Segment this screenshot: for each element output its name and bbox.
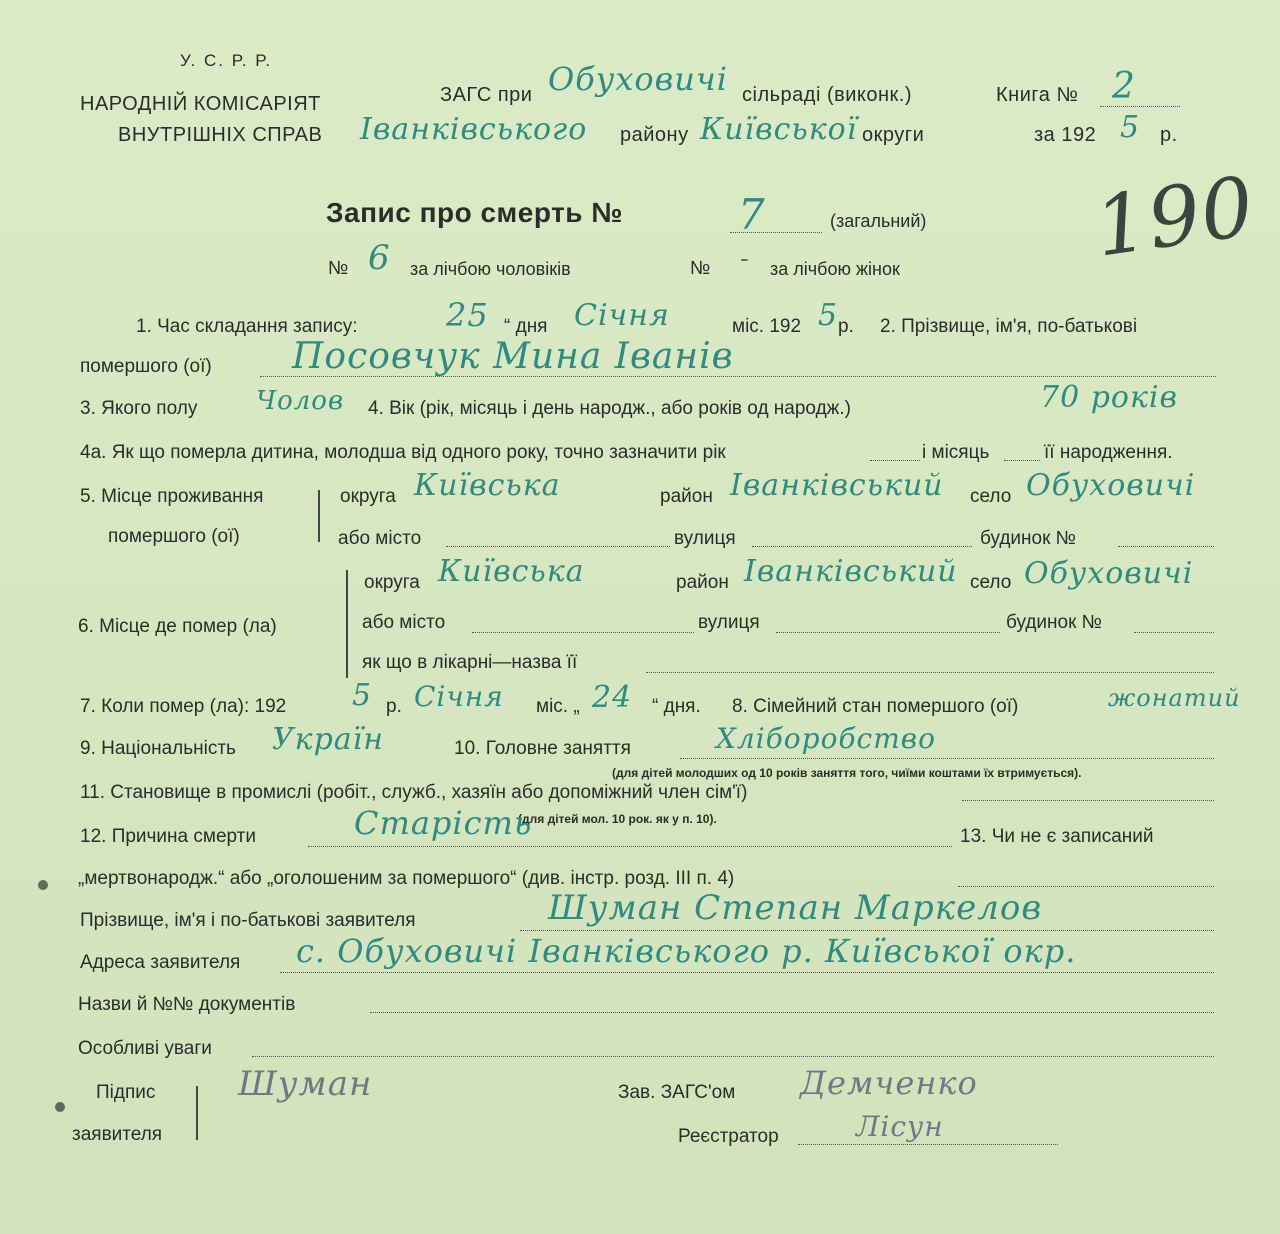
field6-hospital-label: як що в лікарні—назва її (362, 652, 578, 673)
women-number-prefix: № (690, 258, 711, 279)
archive-mark-handwritten: 190 (1089, 159, 1261, 276)
field7-label: 7. Коли помер (ла): 192 (80, 696, 287, 717)
zags-head-signature-handwritten: Демченко (800, 1064, 978, 1102)
field2-name-handwritten: Посовчук Мина Іванів (292, 336, 734, 377)
field6-selo-handwritten: Обуховичі (1024, 556, 1194, 591)
field9-label: 9. Національність (80, 738, 236, 759)
field5-street-label: вулиця (674, 528, 736, 549)
field7-mis-label: міс. „ (536, 696, 580, 717)
field2-label-a: 2. Прізвище, ім'я, по-батькові (880, 316, 1138, 337)
field5-okruha-handwritten: Київська (414, 468, 561, 503)
year-label: за 192 (1034, 124, 1097, 146)
women-number-handwritten: - (740, 244, 750, 274)
men-number-prefix: № (328, 258, 349, 279)
field4a-text: 4а. Як що померла дитина, молодша від одного року, точно зазначити рік (80, 442, 726, 463)
zags-head-label: Зав. ЗАГС'ом (618, 1082, 736, 1103)
field13-label-a: 13. Чи не є записаний (960, 826, 1154, 847)
field1-month-handwritten: Січня (574, 298, 670, 333)
year-r-label: р. (1160, 124, 1178, 146)
signature-label: Підпис (96, 1082, 156, 1103)
commissariat-line1: НАРОДНІЙ КОМІСАРІЯТ (80, 93, 321, 115)
applicant-name-handwritten: Шуман Степан Маркелов (548, 888, 1043, 928)
field6-label: 6. Місце де помер (ла) (78, 616, 277, 637)
field7-r-label: р. (386, 696, 402, 717)
field6-city-label: або місто (362, 612, 446, 633)
record-title: Запис про смерть № (326, 197, 623, 228)
field5-selo-label: село (970, 486, 1012, 507)
field9-handwritten: Україн (272, 722, 385, 757)
field11-line (962, 800, 1214, 801)
field1-r-label: р. (838, 316, 854, 337)
zags-handwritten: Обуховичі (548, 60, 729, 98)
field6-street-label: вулиця (698, 612, 760, 633)
field5-house-label: будинок № (980, 528, 1077, 549)
field5-okruha-label: округа (340, 486, 396, 507)
punch-hole (38, 880, 48, 890)
year-digit-handwritten: 5 (1120, 110, 1141, 145)
ussr-header: У. С. Р. Р. (180, 51, 273, 70)
registrar-line (798, 1144, 1058, 1145)
field10-label: 10. Головне заняття (454, 738, 631, 759)
field3-label: 3. Якого полу (80, 398, 198, 419)
men-count-label: за лічбою чоловіків (410, 259, 571, 279)
field6-selo-label: село (970, 572, 1012, 593)
field7-day-handwritten: 24 (592, 680, 633, 715)
field5-city-line (446, 546, 670, 547)
field11-note: (для дітей мол. 10 рок. як у п. 10). (518, 812, 717, 826)
field6-raion-label: район (676, 572, 729, 593)
book-number-handwritten: 2 (1112, 66, 1136, 107)
applicant-address-label: Адреса заявителя (80, 952, 241, 973)
raion-handwritten: Іванківського (360, 112, 588, 147)
okruh-handwritten: Київської (700, 112, 858, 147)
men-number-handwritten: 6 (368, 238, 391, 278)
field5-raion-handwritten: Іванківський (730, 468, 944, 503)
field13-text: „мертвонародж.“ або „оголошеним за помершого“ (див. інстр. розд. III п. 4) (78, 868, 735, 889)
field1-label: 1. Час складання запису: (136, 316, 358, 337)
punch-hole (55, 1102, 65, 1112)
notes-label: Особливі уваги (78, 1038, 212, 1059)
documents-line (370, 1012, 1214, 1013)
applicant-label: заявителя (72, 1124, 163, 1145)
field4a-mid: і місяць (922, 442, 990, 463)
field5-raion-label: район (660, 486, 713, 507)
applicant-address-handwritten: с. Обуховичі Іванківського р. Київської окр. (296, 932, 1077, 970)
field12-handwritten: Старість (354, 804, 533, 842)
field6-house-line (1134, 632, 1214, 633)
registrar-signature-handwritten: Лісун (856, 1110, 944, 1143)
field5-brace (318, 490, 320, 542)
applicant-signature-handwritten: Шуман (238, 1064, 373, 1104)
field5-selo-handwritten: Обуховичі (1026, 468, 1196, 503)
field6-hospital-line (646, 672, 1214, 673)
field1-day-handwritten: 25 (446, 296, 489, 334)
book-number-line (1100, 106, 1180, 107)
field7-day-suffix: “ дня. (652, 696, 701, 717)
record-number-line (730, 232, 822, 233)
zags-label: ЗАГС при (440, 84, 533, 106)
signature-brace (196, 1086, 198, 1140)
field1-mis-label: міс. 192 (732, 316, 802, 337)
field10-note: (для дітей молодших од 10 років заняття того, чиїми коштами їх втримується). (612, 766, 1082, 780)
registrar-label: Реєстратор (678, 1126, 779, 1147)
field2-label-b: помершого (ої) (80, 356, 212, 377)
field5-city-label: або місто (338, 528, 422, 549)
field5-label-b: помершого (ої) (108, 526, 240, 547)
okruhy-label: округи (862, 124, 925, 146)
field6-street-line (776, 632, 1000, 633)
field5-label-a: 5. Місце проживання (80, 486, 264, 507)
field8-label: 8. Сімейний стан помершого (ої) (732, 696, 1019, 717)
silrada-label: сільраді (виконк.) (742, 84, 913, 106)
field6-okruha-handwritten: Київська (438, 554, 585, 589)
field5-house-line (1118, 546, 1214, 547)
field13-line (958, 886, 1214, 887)
record-number-handwritten: 7 (738, 190, 766, 239)
applicant-name-label: Прізвище, ім'я і по-батькові заявителя (80, 910, 416, 931)
notes-line (252, 1056, 1214, 1057)
field6-raion-handwritten: Іванківський (744, 554, 958, 589)
field3-sex-handwritten: Чолов (256, 386, 345, 416)
field12-label: 12. Причина смерти (80, 826, 256, 847)
field10-line (680, 758, 1214, 759)
field4a-month-line (1004, 460, 1040, 461)
book-label: Книга № (996, 84, 1079, 106)
field6-city-line (472, 632, 694, 633)
raionu-label: району (620, 124, 689, 146)
field1-day-suffix: “ дня (504, 316, 548, 337)
field8-handwritten: жонатий (1108, 684, 1241, 712)
applicant-address-line (280, 972, 1214, 973)
field4a-end: її народження. (1044, 442, 1173, 463)
field6-brace (346, 570, 348, 678)
field6-house-label: будинок № (1006, 612, 1103, 633)
field11-label: 11. Становище в промислі (робіт., служб., хазяїн або допоміжний член сім'ї) (80, 782, 748, 803)
field5-street-line (752, 546, 972, 547)
field4-label: 4. Вік (рік, місяць і день народж., або років од народж.) (368, 398, 851, 419)
field7-year-handwritten: 5 (352, 678, 373, 713)
field2-line (260, 376, 1216, 377)
field4-age-handwritten: 70 років (1040, 380, 1178, 415)
field12-line (308, 846, 952, 847)
field7-month-handwritten: Січня (414, 680, 504, 713)
field1-year-handwritten: 5 (818, 298, 839, 333)
documents-label: Назви й №№ документів (78, 994, 296, 1015)
field4a-year-line (870, 460, 920, 461)
field6-okruha-label: округа (364, 572, 420, 593)
women-count-label: за лічбою жінок (770, 259, 900, 279)
field10-handwritten: Хліборобство (716, 722, 936, 755)
applicant-name-line (520, 930, 1214, 931)
general-label: (загальний) (830, 211, 927, 231)
commissariat-line2: ВНУТРІШНІХ СПРАВ (118, 124, 323, 146)
